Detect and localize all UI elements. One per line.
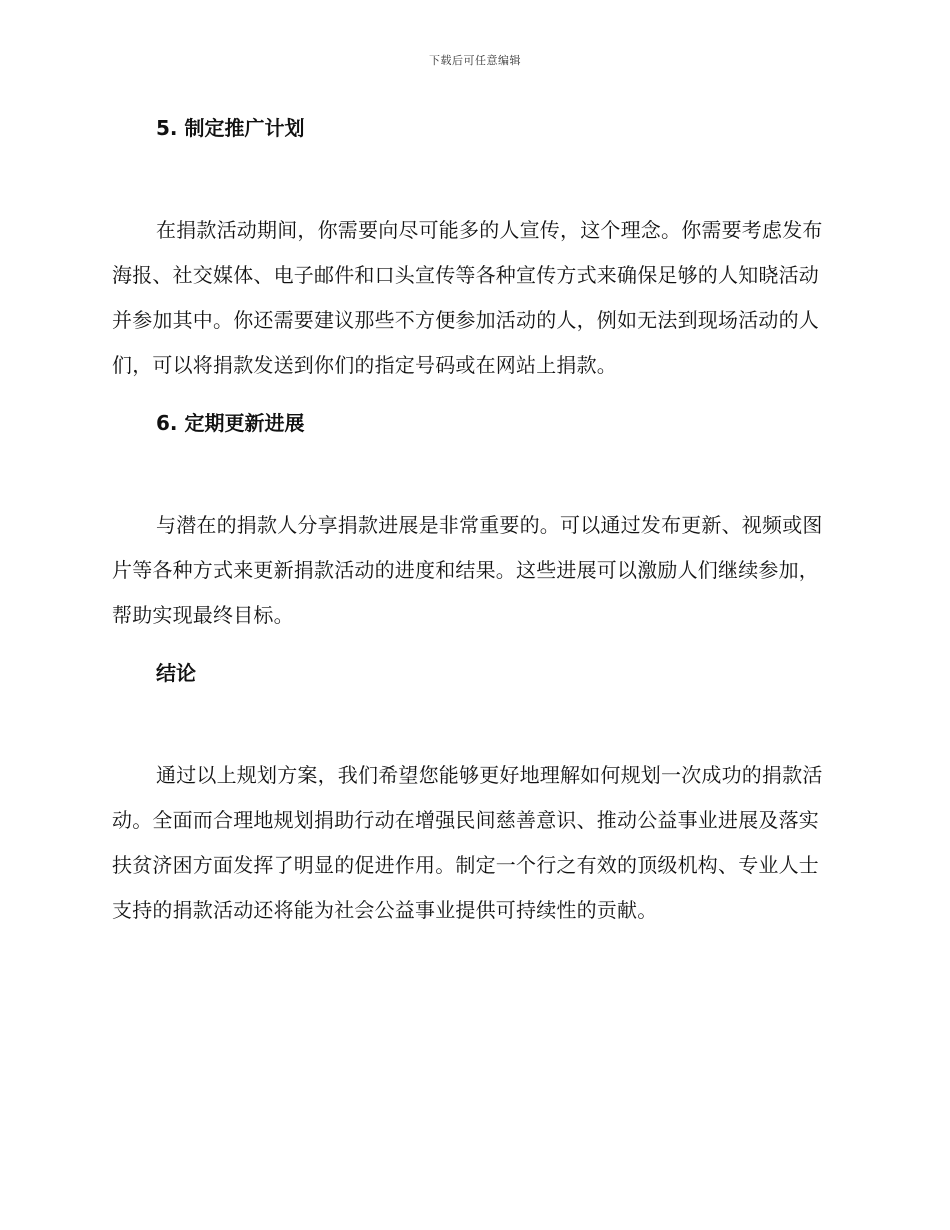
section-heading-progress-updates: 6. 定期更新进展 — [156, 411, 305, 435]
section-paragraph-progress-updates: 与潜在的捐款人分享捐款进展是非常重要的。可以通过发布更新、视频或图片等各种方式来更新捐款活动的进度和结果。这些进展可以激励人们继续参加，帮助实现最终目标。 — [112, 513, 823, 627]
section-paragraph-promotion-plan: 在捐款活动期间，你需要向尽可能多的人宣传，这个理念。你需要考虑发布海报、社交媒体、电子邮件和口头宣传等各种宣传方式来确保足够的人知晓活动并参加其中。你还需要建议那些不方便参加活动的人，例如无法到现场活动的人们，可以将捐款发送到你们的指定号码或在网站上捐款。 — [112, 218, 823, 377]
section-heading-conclusion: 结论 — [156, 661, 196, 685]
section-paragraph-conclusion: 通过以上规划方案，我们希望您能够更好地理解如何规划一次成功的捐款活动。全面而合理地规划捐助行动在增强民间慈善意识、推动公益事业进展及落实扶贫济困方面发挥了明显的促进作用。制定一个行之有效的顶级机构、专业人士支持的捐款活动还将能为社会公益事业提供可持续性的贡献。 — [112, 763, 823, 922]
section-heading-promotion-plan: 5. 制定推广计划 — [156, 116, 305, 140]
page-header: 下载后可任意编辑 — [429, 54, 521, 67]
